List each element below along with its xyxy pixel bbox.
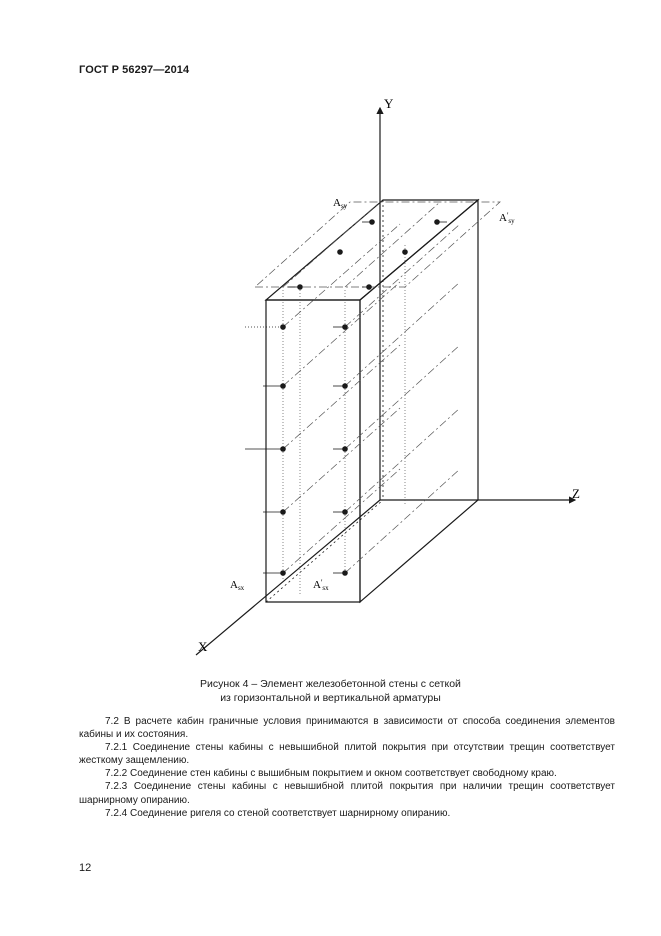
wall-box [266, 200, 478, 602]
y-axis-label: Y [384, 96, 394, 111]
z-axis-label: Z [572, 486, 580, 501]
asx-prime-label: $A'_{sx}$ [313, 578, 329, 592]
x-axis-line [196, 500, 380, 655]
asx-label: Asx [230, 579, 245, 592]
figure-caption-line-2: из горизонтальной и вертикальной арматуры [220, 692, 441, 704]
body-text [79, 715, 615, 820]
paragraph-7-2-3: 7.2.3 Соединение стены кабины с невышибной плитой покрытия при наличии трещин соответствует шарнирному опиранию. [79, 781, 615, 806]
paragraph-7-2-2: 7.2.2 Соединение стен кабины с вышибным покрытием и окном соответствует свободному краю. [105, 768, 557, 780]
figure-caption-line-1: Рисунок 4 – Элемент железобетонной стены с сеткой [200, 678, 461, 690]
paragraph-7-2-1: 7.2.1 Соединение стены кабины с невышибной плитой покрытия при отсутствии трещин соответствует жесткому защемлению. [79, 742, 615, 767]
page-number: 12 [79, 862, 92, 874]
sx-bar-rows [245, 327, 345, 573]
vertical-bars [283, 245, 405, 595]
sx-bars [283, 224, 460, 573]
sy-reinforcement-plane [255, 202, 500, 287]
figure-caption [0, 677, 661, 705]
paragraph-7-2: 7.2 В расчете кабин граничные условия принимаются в зависимости от способа соединения элементов кабины и их состояния. [79, 716, 615, 741]
top-bar-ticks [288, 222, 447, 287]
asy-prime-label: $A'_{sy}$ [499, 211, 515, 225]
asy-label: Asy [333, 197, 348, 210]
paragraph-7-2-4: 7.2.4 Соединение ригеля со стеной соответствует шарнирному опиранию. [105, 807, 451, 819]
standard-code-header: ГОСТ Р 56297—2014 [79, 64, 190, 76]
x-axis-label: X [198, 639, 208, 654]
